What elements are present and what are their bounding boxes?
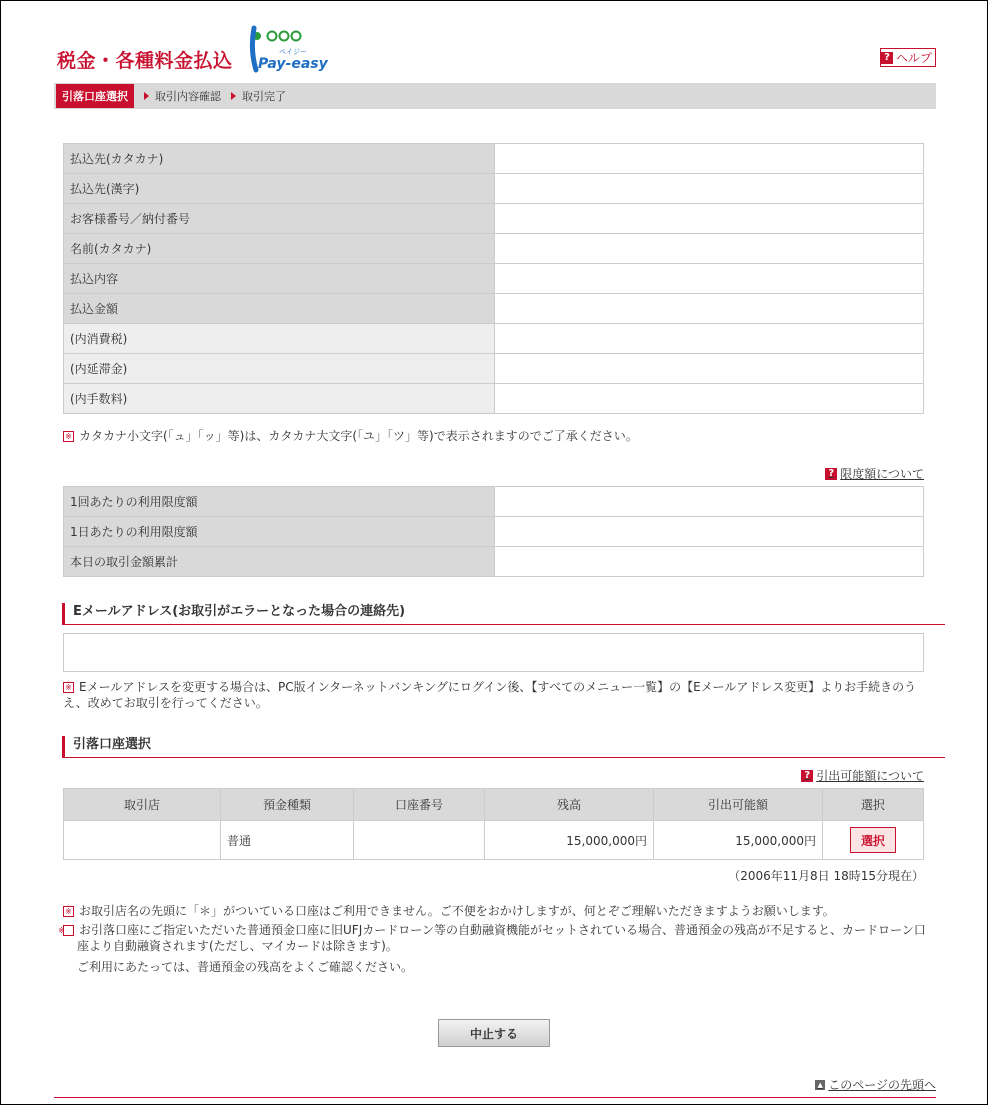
up-arrow-icon: ▲ xyxy=(815,1080,825,1090)
row-label: (内消費税) xyxy=(64,324,495,354)
table-row xyxy=(64,204,924,234)
help-link[interactable] xyxy=(880,48,936,67)
cell-available: 15,000,000円 xyxy=(654,821,823,860)
col-type: 預金種類 xyxy=(221,789,354,821)
row-value xyxy=(495,354,924,384)
table-row xyxy=(64,324,924,354)
row-label: 本日の取引金額累計 xyxy=(64,547,495,577)
question-icon: ? xyxy=(825,468,837,480)
page-top-link[interactable]: ▲ このページの先頭へ xyxy=(815,1076,936,1093)
cell-branch xyxy=(64,821,221,860)
help-label: ヘルプ xyxy=(895,51,932,65)
col-number: 口座番号 xyxy=(354,789,485,821)
row-value xyxy=(495,234,924,264)
row-label: 払込先(カタカナ) xyxy=(64,144,495,174)
row-label: (内延滞金) xyxy=(64,354,495,384)
logo-text: Pay-easy xyxy=(258,56,328,72)
limits-table xyxy=(63,486,924,577)
select-account-button[interactable]: 選択 xyxy=(850,827,896,853)
row-label: 払込先(漢字) xyxy=(64,174,495,204)
question-icon: ? xyxy=(881,52,893,64)
arrow-right-icon xyxy=(231,92,236,100)
footer-divider xyxy=(54,1097,936,1098)
table-row xyxy=(64,384,924,414)
email-note: ※ Eメールアドレスを変更する場合は、PC版インターネットバンキングにログイン後、【すべてのメニュー一覧】の【Eメールアドレス変更】よりお手続きのうえ、改めてお取引を行ってください。 xyxy=(63,680,917,710)
branch-note: ※ お取引店名の先頭に「＊」がついている口座はご利用できません。ご不便をおかけしますが、何とぞご理解いただきますようお願いします。 xyxy=(63,903,929,919)
cell-balance: 15,000,000円 xyxy=(485,821,654,860)
overdraft-note: ※ お引落口座にご指定いただいた普通預金口座に旧UFJカードローン等の自動融資機能がセットされている場合、普通預金の残高が不足すると、カードローン口座より自動融資されます(ただし、マイカードは除きます)。 xyxy=(58,923,926,953)
limit-link[interactable]: ? 限度額について xyxy=(825,465,924,482)
email-field xyxy=(63,633,924,672)
table-row xyxy=(64,547,924,577)
email-heading: Eメールアドレス(お取引がエラーとなった場合の連絡先) xyxy=(62,603,945,625)
question-icon: ? xyxy=(801,770,813,782)
page-title: 税金・各種料金払込 xyxy=(57,50,233,72)
payeasy-logo xyxy=(246,22,328,74)
table-row xyxy=(64,144,924,174)
row-value xyxy=(495,547,924,577)
row-label: 1回あたりの利用限度額 xyxy=(64,487,495,517)
row-value xyxy=(495,174,924,204)
account-heading: 引落口座選択 xyxy=(62,736,945,758)
cell-number xyxy=(354,821,485,860)
table-header-row xyxy=(64,789,924,821)
table-row xyxy=(64,294,924,324)
row-value xyxy=(495,204,924,234)
step-3: 取引完了 xyxy=(231,88,286,104)
row-label: 1日あたりの利用限度額 xyxy=(64,517,495,547)
row-label: (内手数料) xyxy=(64,384,495,414)
payment-info-table xyxy=(63,143,924,414)
table-row xyxy=(64,234,924,264)
row-value xyxy=(495,294,924,324)
step-indicator xyxy=(54,83,936,109)
row-value xyxy=(495,487,924,517)
note-icon: ※ xyxy=(63,925,74,936)
col-balance: 残高 xyxy=(485,789,654,821)
account-table xyxy=(63,788,924,860)
row-value xyxy=(495,324,924,354)
katakana-note: ※ カタカナ小文字(「ュ」「ッ」等)は、カタカナ大文字(「ユ」「ツ」等)で表示されますのでご了承ください。 xyxy=(63,428,933,444)
row-label: 払込金額 xyxy=(64,294,495,324)
step-current: 引落口座選択 xyxy=(56,84,134,108)
table-row xyxy=(64,821,924,860)
col-available: 引出可能額 xyxy=(654,789,823,821)
step-2: 取引内容確認 xyxy=(144,88,221,104)
row-label: 名前(カタカナ) xyxy=(64,234,495,264)
row-value xyxy=(495,144,924,174)
cell-select xyxy=(823,821,924,860)
cell-type: 普通 xyxy=(221,821,354,860)
table-row xyxy=(64,264,924,294)
available-link[interactable]: ? 引出可能額について xyxy=(801,767,924,784)
table-row xyxy=(64,354,924,384)
note-icon: ※ xyxy=(63,906,74,917)
note-icon: ※ xyxy=(63,682,74,693)
table-row xyxy=(64,487,924,517)
row-value xyxy=(495,517,924,547)
row-value xyxy=(495,384,924,414)
note-icon: ※ xyxy=(63,431,74,442)
arrow-right-icon xyxy=(144,92,149,100)
table-row xyxy=(64,174,924,204)
row-label: お客様番号／納付番号 xyxy=(64,204,495,234)
logo-ruby: ペイジー xyxy=(279,48,307,56)
row-value xyxy=(495,264,924,294)
col-branch: 取引店 xyxy=(64,789,221,821)
cancel-button[interactable]: 中止する xyxy=(438,1019,550,1047)
row-label: 払込内容 xyxy=(64,264,495,294)
balance-check-note: ご利用にあたっては、普通預金の残高をよくご確認ください。 xyxy=(77,960,414,974)
col-select: 選択 xyxy=(823,789,924,821)
as-of-timestamp: （2006年11月8日 18時15分現在） xyxy=(728,869,924,883)
table-row xyxy=(64,517,924,547)
